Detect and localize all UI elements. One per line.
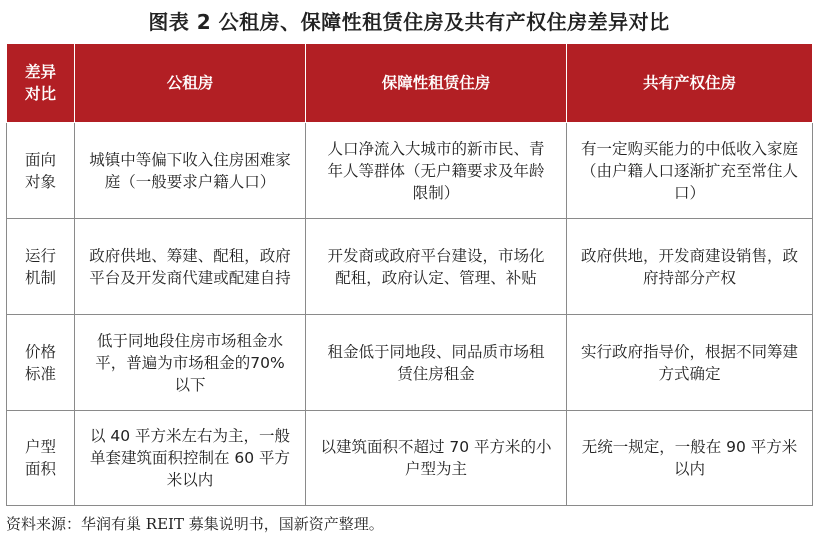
source-note: 资料来源：华润有巢 REIT 募集说明书，国新资产整理。 [6, 515, 384, 533]
row-label [7, 315, 75, 411]
table-cell: 低于同地段住房市场租金水平，普遍为市场租金的70% 以下 [75, 315, 306, 411]
table-cell: 有一定购买能力的中低收入家庭（由户籍人口逐渐扩充至常住人口） [567, 123, 813, 219]
table-row-target-group [7, 123, 813, 219]
row-label-line: 面积 [24, 460, 56, 478]
table-row-price [7, 315, 813, 411]
table-cell: 政府供地、筹建、配租，政府平台及开发商代建或配建自持 [75, 219, 306, 315]
table-cell: 以建筑面积不超过 70 平方米的小户型为主 [306, 411, 567, 506]
row-label [7, 219, 75, 315]
row-label-line: 运行 [24, 246, 56, 265]
header-cell-comparison [7, 44, 75, 123]
row-label-line: 标准 [24, 364, 56, 383]
table-cell: 人口净流入大城市的新市民、青年人等群体（无户籍要求及年龄限制） [306, 123, 567, 219]
table-cell: 以 40 平方米左右为主，一般单套建筑面积控制在 60 平方米以内 [75, 411, 306, 506]
row-label-line: 对象 [24, 172, 56, 191]
comparison-table [6, 43, 813, 506]
row-label-line: 户型 [24, 438, 56, 456]
table-cell: 城镇中等偏下收入住房困难家庭（一般要求户籍人口） [75, 123, 306, 219]
table-cell: 租金低于同地段、同品质市场租赁住房租金 [306, 315, 567, 411]
table-cell: 无统一规定，一般在 90 平方米以内 [567, 411, 813, 506]
table-cell: 政府供地，开发商建设销售，政府持部分产权 [567, 219, 813, 315]
row-label-line: 机制 [24, 268, 56, 287]
row-label [7, 411, 75, 506]
header-cell-affordable-rental: 保障性租赁住房 [306, 44, 567, 123]
header-line: 差异 [24, 63, 56, 81]
table-cell: 实行政府指导价，根据不同筹建方式确定 [567, 315, 813, 411]
header-cell-shared-ownership: 共有产权住房 [567, 44, 813, 123]
table-row-mechanism [7, 219, 813, 315]
row-label-line: 价格 [24, 342, 56, 361]
header-cell-public-rental: 公租房 [75, 44, 306, 123]
row-label-line: 面向 [24, 150, 56, 169]
table-header-row [7, 44, 813, 123]
table-cell: 开发商或政府平台建设，市场化配租，政府认定、管理、补贴 [306, 219, 567, 315]
figure-title: 图表 2 公租房、保障性租赁住房及共有产权住房差异对比 [148, 10, 670, 34]
table-row-unit-area [7, 411, 813, 506]
row-label [7, 123, 75, 219]
header-line: 对比 [24, 85, 56, 103]
